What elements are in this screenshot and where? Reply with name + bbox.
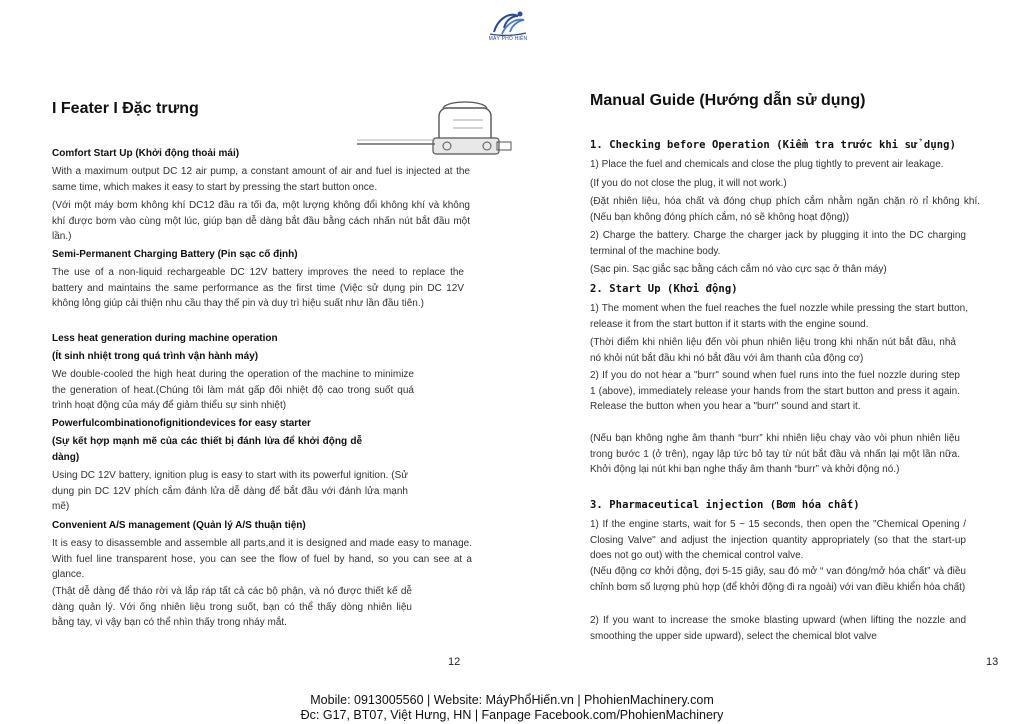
section-text: 1) Place the fuel and chemicals and close the plug tightly to prevent air leakage. (590, 159, 944, 170)
section-text: 1) If the engine starts, wait for 5 ~ 15 seconds, then open the "Chemical Opening / Closing Valve" and adjust the injection quantity appropriately (so that the start-up does not go out) with the chemical control valve. (590, 519, 966, 561)
feature-heading: (Ít sinh nhiệt trong quá trình vận hành máy) (52, 351, 259, 362)
feature-text: The use of a non-liquid rechargeable DC 12V battery improves the need to replace the battery and maintains the same performance as the first time (Việc sử dụng pin DC 12V không lỏng giúp cải thiện nhu cầu thay thế pin và duy trì hiệu suất như lần đầu tiên.) (52, 267, 464, 309)
feature-heading: (Sự kết hợp mạnh mẽ của các thiết bị đánh lửa để khởi động dễ dàng) (52, 436, 362, 463)
feature-text: We double-cooled the high heat during the operation of the machine to minimize the generation of heat.(Chúng tôi làm mát gấp đôi nhiệt độ cao trong suốt quá trình hoạt động của máy để giảm thiểu sự sinh nhiệt) (52, 369, 414, 411)
section-text: 2) If you do not hear a "burr" sound when fuel runs into the fuel nozzle during step 1 (above), immediately release your hands from the start button and press it again. Release the button when you hear a "burr" sound and start it. (590, 370, 960, 412)
right-page-title: Manual Guide (Hướng dẫn sử dụng) (590, 92, 866, 109)
footer-address-line: Đc: G17, BT07, Việt Hưng, HN | Fanpage Facebook.com/PhohienMachinery (300, 708, 724, 722)
feature-heading: Powerfulcombinationofignitiondevices for easy starter (52, 418, 311, 429)
section-text: 2) Charge the battery. Charge the charger jack by plugging it into the DC charging terminal of the machine body. (590, 230, 966, 257)
logo-text: MÁY PHỔ HIẾN (488, 36, 528, 42)
feature-heading: Comfort Start Up (Khởi động thoải mái) (52, 148, 240, 159)
feature-text: With a maximum output DC 12 air pump, a constant amount of air and fuel is injected at the same time, which makes it easy to start by pressing the start button once. (52, 166, 470, 193)
feature-heading: Less heat generation during machine operation (52, 333, 278, 344)
section-text: 1) The moment when the fuel reaches the fuel nozzle while pressing the start button, release it from the start button if it starts with the engine sound. (590, 303, 968, 330)
footer-contact-line: Mobile: 0913005560 | Website: MáyPhổHiến.vn | PhohienMachinery.com (310, 693, 714, 707)
left-page-title: I Feater I Đặc trưng (52, 100, 199, 117)
section-text: (Đặt nhiên liệu, hóa chất và đóng chụp phích cắm nhằm ngăn chặn rò rỉ không khí. (Nếu bạn không đóng phích cắm, nó sẽ không hoạt động)) (590, 196, 980, 223)
feature-text: (Với một máy bơm không khí DC12 đầu ra tối đa, một lượng không đổi không khí và không khí được bơm vào cùng một lúc, giúp bạn dễ dàng bắt đầu bằng cách nhấn nút bắt đầu một lần.) (52, 200, 470, 242)
section-text: (Nếu động cơ khởi động, đợi 5-15 giây, sau đó mở “ van đóng/mở hóa chất” và điều chỉnh bơm số lượng phù hợp (để khởi động đi ra ngoài) với van điều khiển hóa chất) (590, 566, 966, 593)
page-number: 13 (986, 656, 999, 668)
section-text: 2) If you want to increase the smoke blasting upward (when lifting the nozzle and smoothing the upper side upward), select the chemical blot valve (590, 615, 966, 642)
feature-text: It is easy to disassemble and assemble all parts,and it is designed and made easy to manage. With fuel line transparent hose, you can see the flow of fuel by hand, so you can see at a glance. (52, 538, 472, 580)
section-heading: 3. Pharmaceutical injection (Bơm hóa chất) (590, 499, 860, 511)
section-text: (If you do not close the plug, it will not work.) (590, 178, 787, 189)
feature-text: (Thật dễ dàng để tháo rời và lắp ráp tất cả các bộ phận, và nó được thiết kế dễ dàng quản lý. Với ống nhiên liệu trong suốt, bạn có thể thấy dòng nhiên liệu bằng tay, vì vậy bạn có thể nhìn thấy trong nháy mắt. (52, 586, 412, 628)
feature-text: Using DC 12V battery, ignition plug is easy to start with its powerful ignition. (Sử dụng pin DC 12V phích cắm đánh lửa dễ dàng để bắt đầu với đánh lửa mạnh mẽ) (52, 470, 408, 512)
page-number: 12 (448, 656, 461, 668)
feature-heading: Convenient A/S management (Quản lý A/S thuận tiện) (52, 520, 306, 531)
section-text: (Nếu bạn không nghe âm thanh “burr” khi nhiên liệu chạy vào vòi phun nhiên liệu trong bước 1 (ở trên), ngay lập tức bỏ tay từ nút bắt đầu và nhấn lại một lần nữa. Khởi động lại nút khi bạn nghe thấy âm thanh “burr” và khởi động nó.) (590, 433, 960, 475)
section-text: (Thời điểm khi nhiên liệu đến vòi phun nhiên liệu trong khi nhấn nút bắt đầu, nhả nó khỏi nút bắt đầu khi nó bắt đầu với âm thanh của động cơ) (590, 337, 956, 364)
section-heading: 1. Checking before Operation (Kiểm tra trước khi sử dụng) (590, 139, 957, 151)
section-heading: 2. Start Up (Khởi động) (590, 283, 738, 295)
section-text: (Sạc pin. Sạc giắc sạc bằng cách cắm nó vào cực sạc ở thân máy) (590, 264, 887, 275)
brand-logo (478, 8, 538, 48)
logo-swirl-icon (484, 8, 532, 38)
feature-heading: Semi-Permanent Charging Battery (Pin sạc cố định) (52, 249, 298, 260)
